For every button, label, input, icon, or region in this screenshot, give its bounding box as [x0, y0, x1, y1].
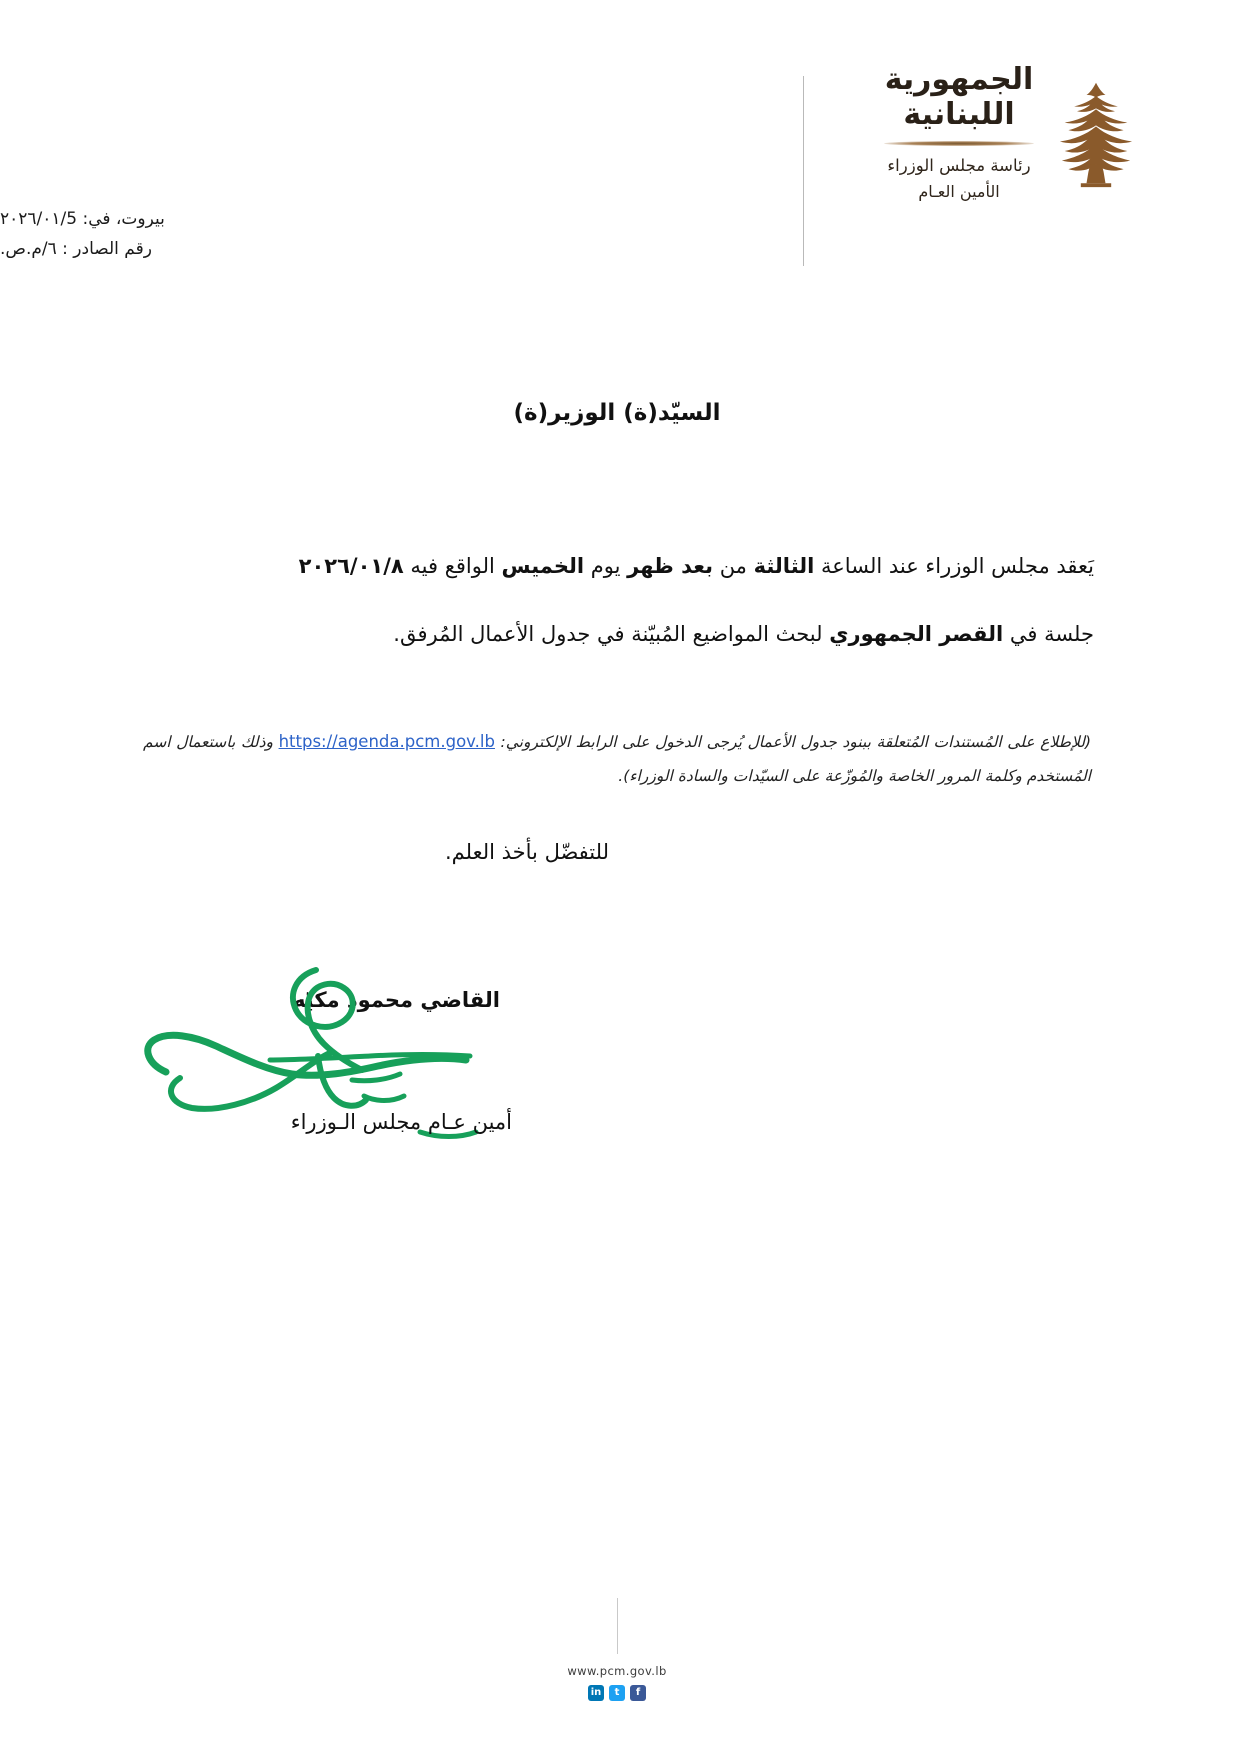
signatory-name: القاضي محمود مكيّه: [293, 988, 500, 1012]
p1-seg-g: الواقع فيه: [403, 554, 502, 578]
office-name: الأمين العـام: [918, 181, 1000, 201]
p1-period: بعد ظهر: [627, 554, 714, 578]
p2-seg-c: لبحث المواضيع المُبيّنة في جدول الأعمال المُرفق.: [393, 621, 830, 646]
twitter-icon[interactable]: t: [609, 1685, 625, 1701]
republic-calligraphy: [884, 62, 1034, 204]
date-reference-block: [0, 205, 290, 265]
agenda-portal-link[interactable]: https://agenda.pcm.gov.lb: [278, 732, 495, 751]
salutation: السيّد(ة) الوزير(ة): [513, 400, 721, 426]
note-text-after: وذلك باستعمال اسم المُستخدم وكلمة المرور الخاصة والمُوزّعة على السيّدات والسادة الوزراء).: [143, 733, 1091, 785]
p1-seg-c: من: [713, 554, 754, 578]
emblem-group: [818, 62, 1148, 204]
closing-line: للتفضّل بأخذ العلم.: [445, 840, 609, 864]
issue-date: بيروت، في: ٢٠٢٦/٠١/5: [0, 209, 165, 229]
p1-hour: الثالثة: [753, 554, 815, 578]
p2-seg-a: جلسة في: [1003, 621, 1094, 646]
signature-block: [120, 960, 540, 1190]
reference-number: رقم الصادر : ٦/م.ص.: [0, 238, 152, 259]
calligraphy-rule: [884, 141, 1034, 146]
p1-meeting-date: ٢٠٢٦/٠١/٨: [298, 554, 404, 578]
note-text-before: (للإطلاع على المُستندات المُتعلقة ببنود جدول الأعمال يُرجى الدخول على الرابط الإلكتروني:: [494, 733, 1091, 751]
p1-seg-a: يَعقد مجلس الوزراء عند الساعة: [814, 554, 1094, 578]
paragraph-two: [140, 608, 1094, 662]
p2-venue: القصر الجمهوري: [829, 621, 1004, 646]
page-footer: [0, 1598, 1234, 1701]
linkedin-icon[interactable]: in: [588, 1685, 604, 1701]
agenda-access-note: [143, 725, 1091, 792]
letterhead: [818, 62, 1148, 277]
social-links: [0, 1685, 1234, 1701]
footer-divider: [617, 1598, 618, 1654]
footer-website[interactable]: www.pcm.gov.lb: [567, 1664, 667, 1678]
header-vertical-divider: [803, 76, 804, 266]
facebook-icon[interactable]: f: [630, 1685, 646, 1701]
signatory-title: أمين عـام مجلس الـوزراء: [290, 1110, 512, 1134]
letter-body: [140, 540, 1094, 661]
emblem-line-1: الجمهورية: [884, 62, 1034, 97]
emblem-line-2: اللبنانية: [903, 97, 1015, 133]
cedar-tree-icon: [1048, 77, 1144, 189]
paragraph-one: [140, 540, 1094, 594]
p1-weekday: الخميس: [501, 554, 585, 578]
department-name: رئاسة مجلس الوزراء: [887, 155, 1031, 175]
p1-seg-e: يوم: [584, 554, 628, 578]
